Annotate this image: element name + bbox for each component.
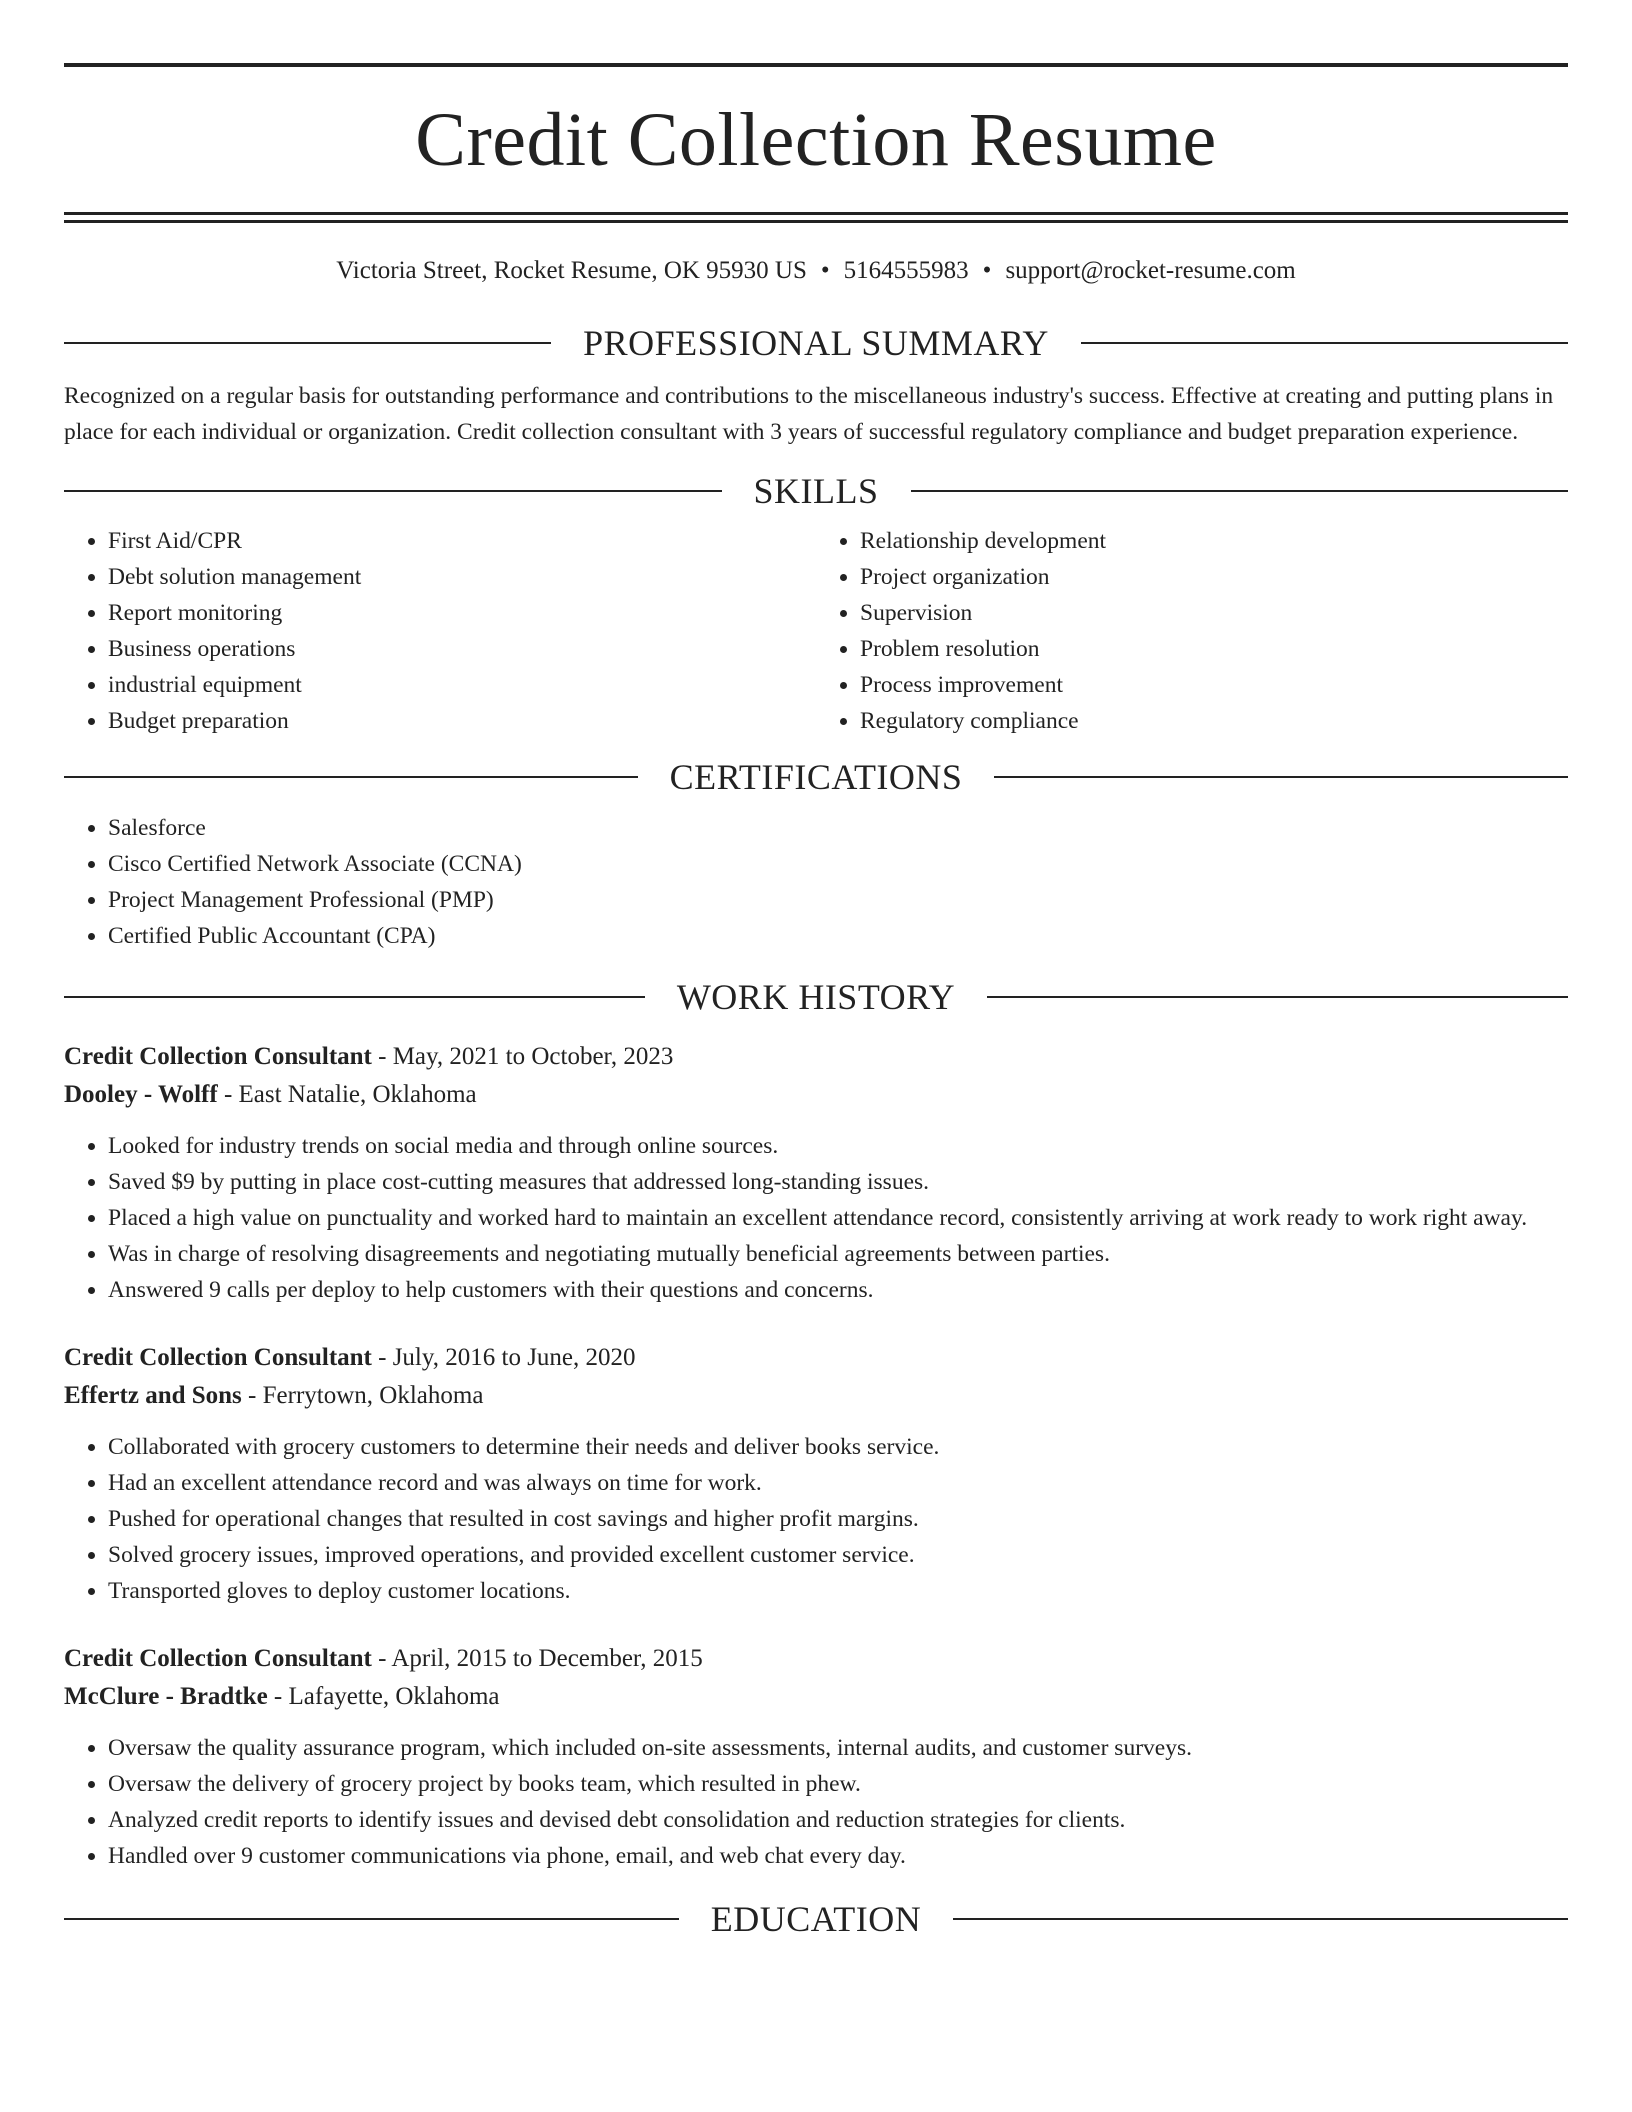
job-bullets xyxy=(64,1429,1568,1609)
job-title: Credit Collection Consultant xyxy=(64,1043,372,1070)
summary-heading xyxy=(64,323,1568,363)
heading-rule-right xyxy=(1081,342,1568,344)
summary-text: Recognized on a regular basis for outstanding performance and contributions to the miscellaneous industry's success. Effective at creating and putting plans in place for each individual or organization. Credit collection consultant with 3 years of successful regulatory compliance and budget preparation experience. xyxy=(64,383,1554,445)
resume-page xyxy=(64,0,1568,1939)
job-bullet: • Placed a high value on punctuality and worked hard to maintain an excellent attendance record, consistently arriving at work ready to work right away. xyxy=(108,1200,1568,1236)
skill-item: • Relationship development xyxy=(860,523,1568,559)
job-dates: - July, 2016 to June, 2020 xyxy=(371,1344,636,1371)
job-dates: - April, 2015 to December, 2015 xyxy=(371,1645,703,1672)
skill-item: • Budget preparation xyxy=(108,703,816,739)
certification-item: • Cisco Certified Network Associate (CCNA) xyxy=(108,846,1568,882)
job-title-line xyxy=(64,1640,1568,1678)
job-bullet: • Was in charge of resolving disagreements and negotiating mutually beneficial agreements between parties. xyxy=(108,1236,1568,1272)
education-heading-label: EDUCATION xyxy=(710,1899,922,1939)
job-title-line xyxy=(64,1038,1568,1076)
job-bullet: • Answered 9 calls per deploy to help customers with their questions and concerns. xyxy=(108,1272,1568,1308)
skill-item: • Project organization xyxy=(860,559,1568,595)
job-location: - Ferrytown, Oklahoma xyxy=(241,1382,484,1409)
job-bullet: • Had an excellent attendance record and was always on time for work. xyxy=(108,1465,1568,1501)
job-bullet: • Pushed for operational changes that resulted in cost savings and higher profit margins. xyxy=(108,1501,1568,1537)
work-history-heading-label: WORK HISTORY xyxy=(676,977,956,1017)
work-history-heading xyxy=(64,977,1568,1017)
job-dates: - May, 2021 to October, 2023 xyxy=(371,1043,674,1070)
contact-email: support@rocket-resume.com xyxy=(1005,257,1296,284)
heading-rule-right xyxy=(987,996,1568,998)
title-double-divider xyxy=(64,212,1568,223)
job-bullet: • Saved $9 by putting in place cost-cutting measures that addressed long-standing issues. xyxy=(108,1164,1568,1200)
heading-rule-left xyxy=(64,1918,679,1920)
job-bullet: • Analyzed credit reports to identify issues and devised debt consolidation and reduction strategies for clients. xyxy=(108,1802,1568,1838)
job-company: McClure - Bradtke xyxy=(64,1683,268,1710)
certifications-heading xyxy=(64,757,1568,797)
job-title: Credit Collection Consultant xyxy=(64,1344,372,1371)
job-bullet: • Transported gloves to deploy customer locations. xyxy=(108,1573,1568,1609)
skill-item: • Business operations xyxy=(108,631,816,667)
skills-heading xyxy=(64,471,1568,511)
contact-phone: 5164555983 xyxy=(843,257,969,284)
job-bullet: • Collaborated with grocery customers to determine their needs and deliver books service. xyxy=(108,1429,1568,1465)
job-company: Effertz and Sons xyxy=(64,1382,242,1409)
skills-heading-label: SKILLS xyxy=(753,471,879,511)
job-company-line xyxy=(64,1076,1568,1114)
job-bullet: • Looked for industry trends on social media and through online sources. xyxy=(108,1128,1568,1164)
heading-rule-left xyxy=(64,776,638,778)
job-title-line xyxy=(64,1339,1568,1377)
education-heading xyxy=(64,1899,1568,1939)
certifications-list xyxy=(64,810,1568,954)
heading-rule-right xyxy=(953,1918,1568,1920)
skills-list-right xyxy=(816,523,1568,739)
job-entry xyxy=(64,1339,1568,1609)
job-bullet: • Handled over 9 customer communications via phone, email, and web chat every day. xyxy=(108,1838,1568,1874)
job-bullet: • Oversaw the quality assurance program, which included on-site assessments, internal audits, and customer surveys. xyxy=(108,1730,1568,1766)
skill-item: • Debt solution management xyxy=(108,559,816,595)
certification-item: • Project Management Professional (PMP) xyxy=(108,882,1568,918)
certification-item: • Salesforce xyxy=(108,810,1568,846)
heading-rule-left xyxy=(64,490,722,492)
heading-rule-right xyxy=(994,776,1568,778)
skill-item: • Supervision xyxy=(860,595,1568,631)
job-bullets xyxy=(64,1128,1568,1308)
job-entry xyxy=(64,1640,1568,1874)
skill-item: • Report monitoring xyxy=(108,595,816,631)
job-bullet: • Solved grocery issues, improved operations, and provided excellent customer service. xyxy=(108,1537,1568,1573)
contact-address: Victoria Street, Rocket Resume, OK 95930 US xyxy=(336,257,807,284)
skill-item: • industrial equipment xyxy=(108,667,816,703)
job-entry xyxy=(64,1038,1568,1308)
job-company: Dooley - Wolff xyxy=(64,1081,218,1108)
certifications-heading-label: CERTIFICATIONS xyxy=(669,757,963,797)
job-bullet: • Oversaw the delivery of grocery project by books team, which resulted in phew. xyxy=(108,1766,1568,1802)
summary-heading-label: PROFESSIONAL SUMMARY xyxy=(583,323,1049,363)
heading-rule-left xyxy=(64,342,551,344)
job-company-line xyxy=(64,1377,1568,1415)
skill-item: • Problem resolution xyxy=(860,631,1568,667)
job-title: Credit Collection Consultant xyxy=(64,1645,372,1672)
skills-list-left xyxy=(64,523,816,739)
job-location: - Lafayette, Oklahoma xyxy=(267,1683,500,1710)
skills-grid xyxy=(64,523,1568,739)
job-company-line xyxy=(64,1678,1568,1716)
contact-separator: • xyxy=(982,257,992,284)
certification-item: • Certified Public Accountant (CPA) xyxy=(108,918,1568,954)
skill-item: • First Aid/CPR xyxy=(108,523,816,559)
top-divider xyxy=(64,63,1568,67)
skill-item: • Process improvement xyxy=(860,667,1568,703)
job-bullets xyxy=(64,1730,1568,1874)
heading-rule-right xyxy=(911,490,1569,492)
job-location: - East Natalie, Oklahoma xyxy=(217,1081,477,1108)
contact-separator: • xyxy=(820,257,830,284)
resume-title: Credit Collection Resume xyxy=(415,98,1217,182)
contact-line xyxy=(64,254,1568,288)
skill-item: • Regulatory compliance xyxy=(860,703,1568,739)
heading-rule-left xyxy=(64,996,645,998)
